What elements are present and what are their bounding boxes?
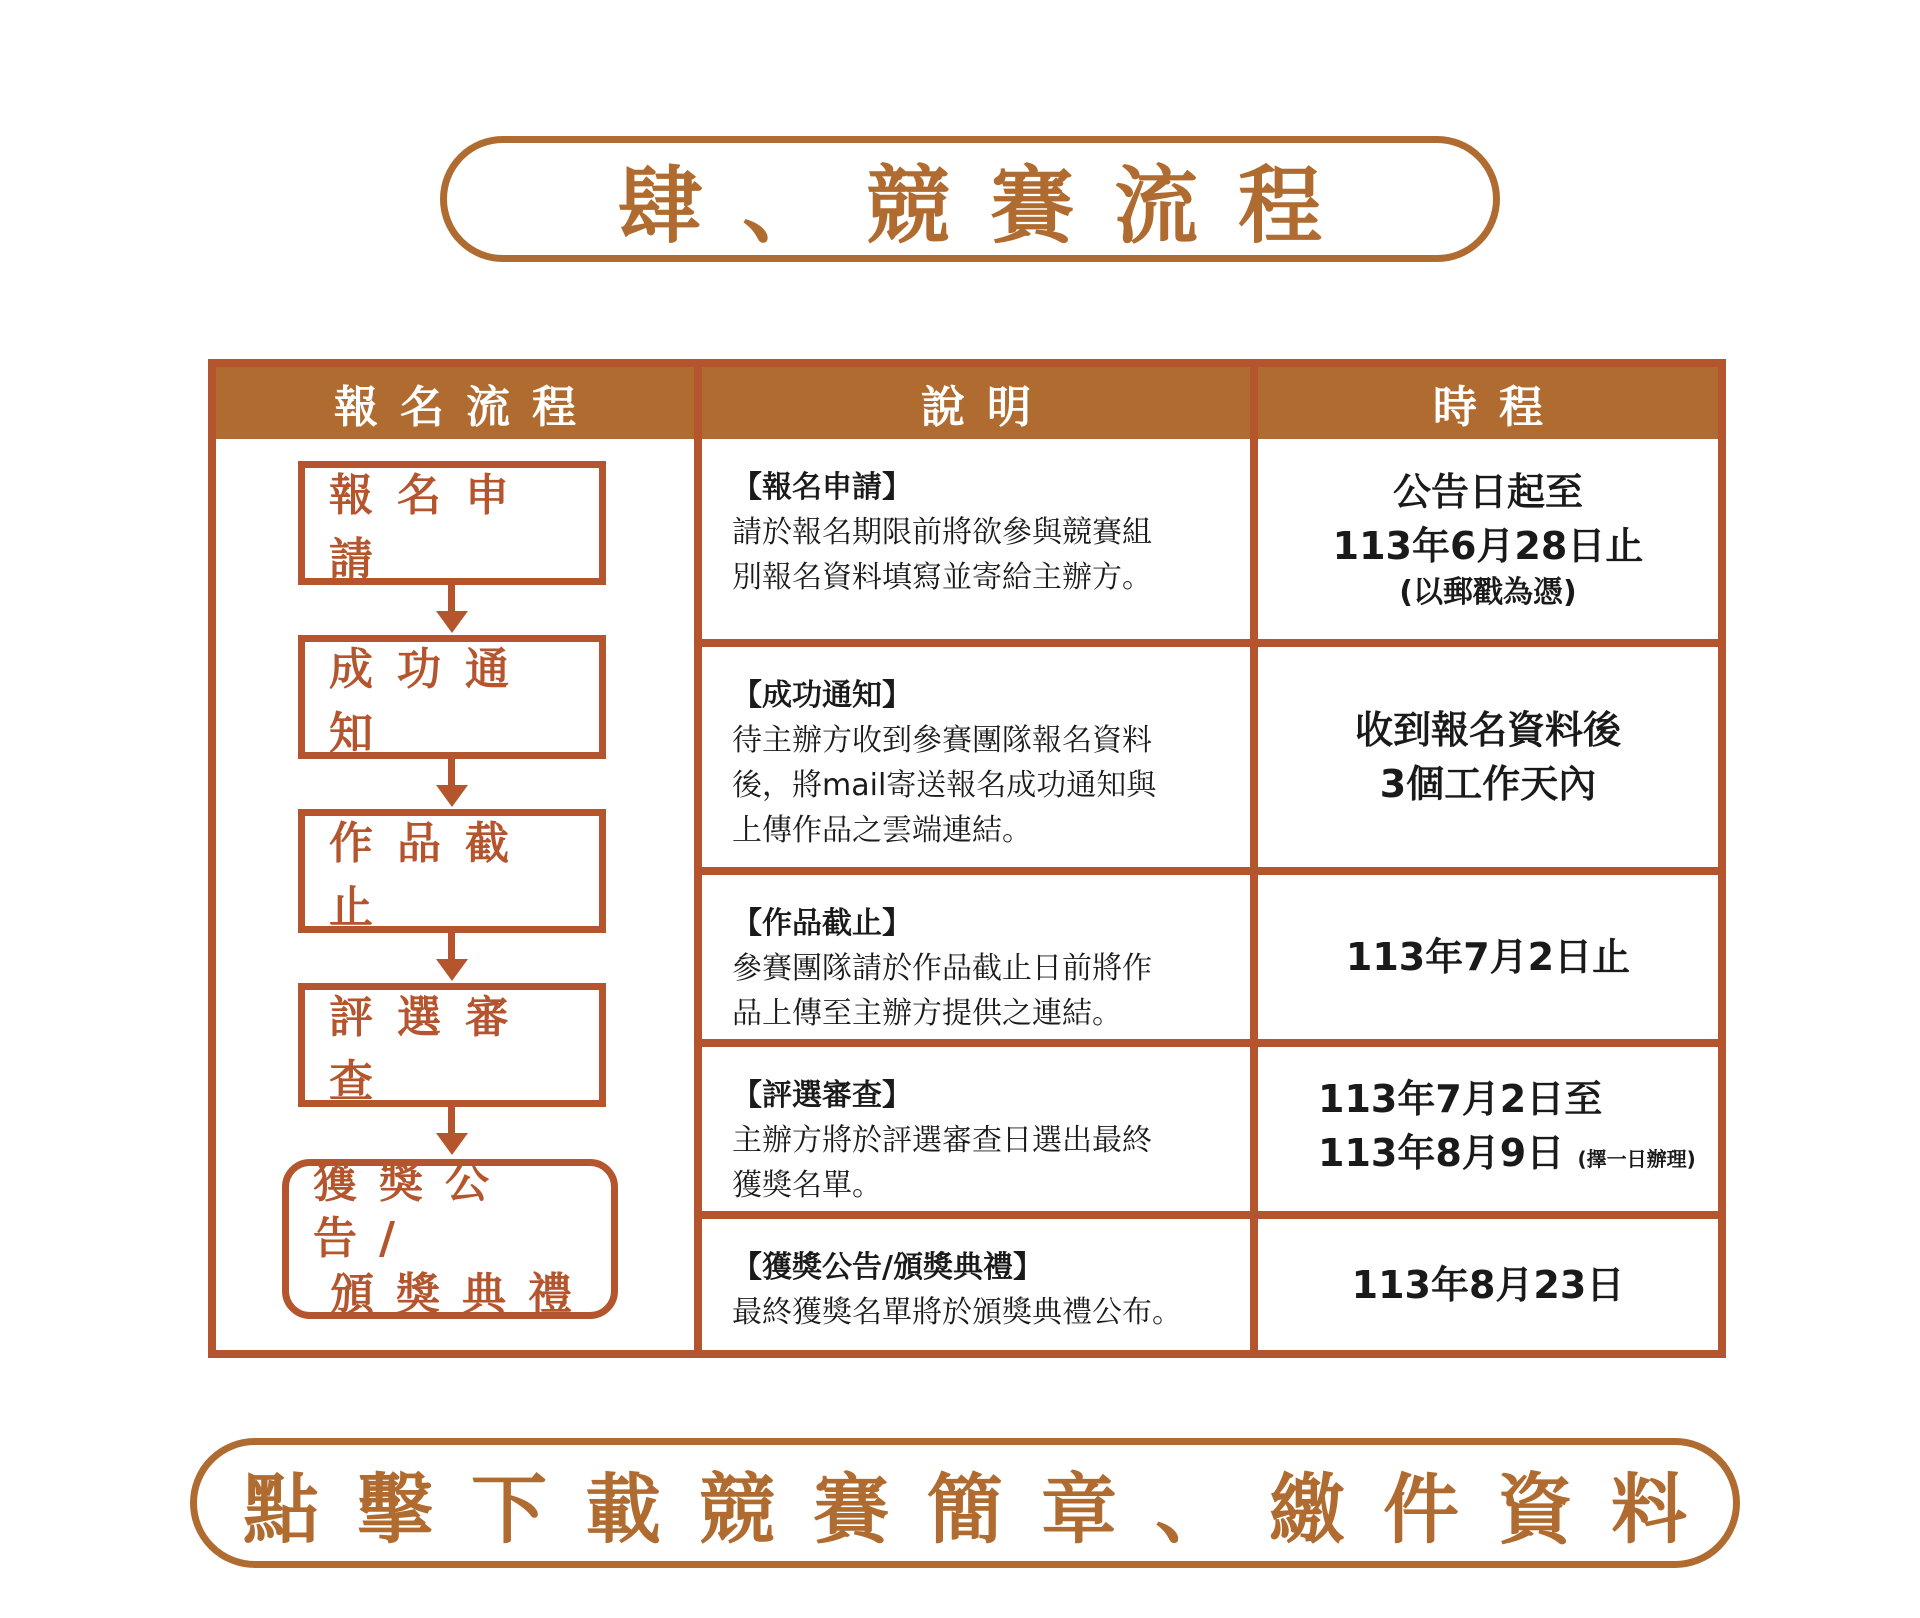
schedule-line: 113年6月28日止 xyxy=(1332,524,1644,568)
description-line: 獲獎名單。 xyxy=(732,1168,882,1203)
schedule-line: 113年7月2日至 xyxy=(1318,1077,1603,1121)
header-schedule: 時程 xyxy=(1258,367,1718,439)
section-title: 肆、競賽流程 xyxy=(440,136,1500,262)
step-success-notice: 成功通知 xyxy=(298,635,606,759)
download-brochure-button[interactable]: 點擊下載競賽簡章、繳件資料 xyxy=(190,1438,1740,1568)
step-submission-deadline: 作品截止 xyxy=(298,809,606,933)
description-cell xyxy=(702,439,1250,639)
schedule-cell xyxy=(1258,1047,1718,1211)
step-award-line2: 頒獎典禮 xyxy=(330,1269,594,1320)
description-cell xyxy=(702,1047,1250,1211)
schedule-line: 公告日起至 xyxy=(1392,470,1583,514)
description-title: 【評選審查】 xyxy=(732,1078,912,1113)
schedule-cell xyxy=(1258,439,1718,639)
schedule-note: (擇一日辦理) xyxy=(1577,1147,1696,1171)
details-area xyxy=(702,439,1718,1350)
step-award-line1: 獲獎公告/ xyxy=(313,1157,511,1264)
process-flow xyxy=(216,439,694,1350)
description-line: 最終獲獎名單將於頒獎典禮公布。 xyxy=(732,1295,1182,1330)
description-cell xyxy=(702,1219,1250,1350)
description-line: 待主辦方收到參賽團隊報名資料 xyxy=(732,723,1152,758)
description-line: 上傳作品之雲端連結。 xyxy=(732,813,1032,848)
schedule-line: 113年8月9日 xyxy=(1318,1131,1565,1175)
schedule-cell xyxy=(1258,1219,1718,1350)
header-description: 說明 xyxy=(702,367,1250,439)
step-award-ceremony xyxy=(282,1159,618,1319)
schedule-line-with-note xyxy=(1318,1126,1696,1186)
schedule-cell xyxy=(1258,875,1718,1039)
schedule-table xyxy=(208,359,1726,1358)
step-review: 評選審查 xyxy=(298,983,606,1107)
arrow-down-icon xyxy=(442,1107,462,1155)
schedule-line: 113年8月23日 xyxy=(1351,1262,1625,1307)
description-line: 參賽團隊請於作品截止日前將作 xyxy=(732,951,1152,986)
column-divider xyxy=(694,367,702,1350)
description-title: 【成功通知】 xyxy=(732,678,912,713)
schedule-note: (以郵戳為憑) xyxy=(1399,575,1577,610)
description-cell xyxy=(702,647,1250,867)
description-title: 【獲獎公告/頒獎典禮】 xyxy=(732,1250,1043,1285)
header-process: 報名流程 xyxy=(216,367,694,439)
schedule-line: 3個工作天內 xyxy=(1379,762,1597,806)
description-line: 請於報名期限前將欲參與競賽組 xyxy=(732,515,1152,550)
description-title: 【作品截止】 xyxy=(732,906,912,941)
schedule-line: 113年7月2日止 xyxy=(1345,935,1631,979)
schedule-cell xyxy=(1258,647,1718,867)
arrow-down-icon xyxy=(442,759,462,807)
description-line: 品上傳至主辦方提供之連結。 xyxy=(732,996,1122,1031)
step-registration: 報名申請 xyxy=(298,461,606,585)
description-title: 【報名申請】 xyxy=(732,470,912,505)
arrow-down-icon xyxy=(442,933,462,981)
description-line: 別報名資料填寫並寄給主辦方。 xyxy=(732,560,1152,595)
description-cell xyxy=(702,875,1250,1039)
schedule-line: 收到報名資料後 xyxy=(1354,708,1621,752)
description-line: 後，將mail寄送報名成功通知與 xyxy=(732,768,1157,803)
description-line: 主辦方將於評選審查日選出最終 xyxy=(732,1123,1152,1158)
arrow-down-icon xyxy=(442,585,462,633)
